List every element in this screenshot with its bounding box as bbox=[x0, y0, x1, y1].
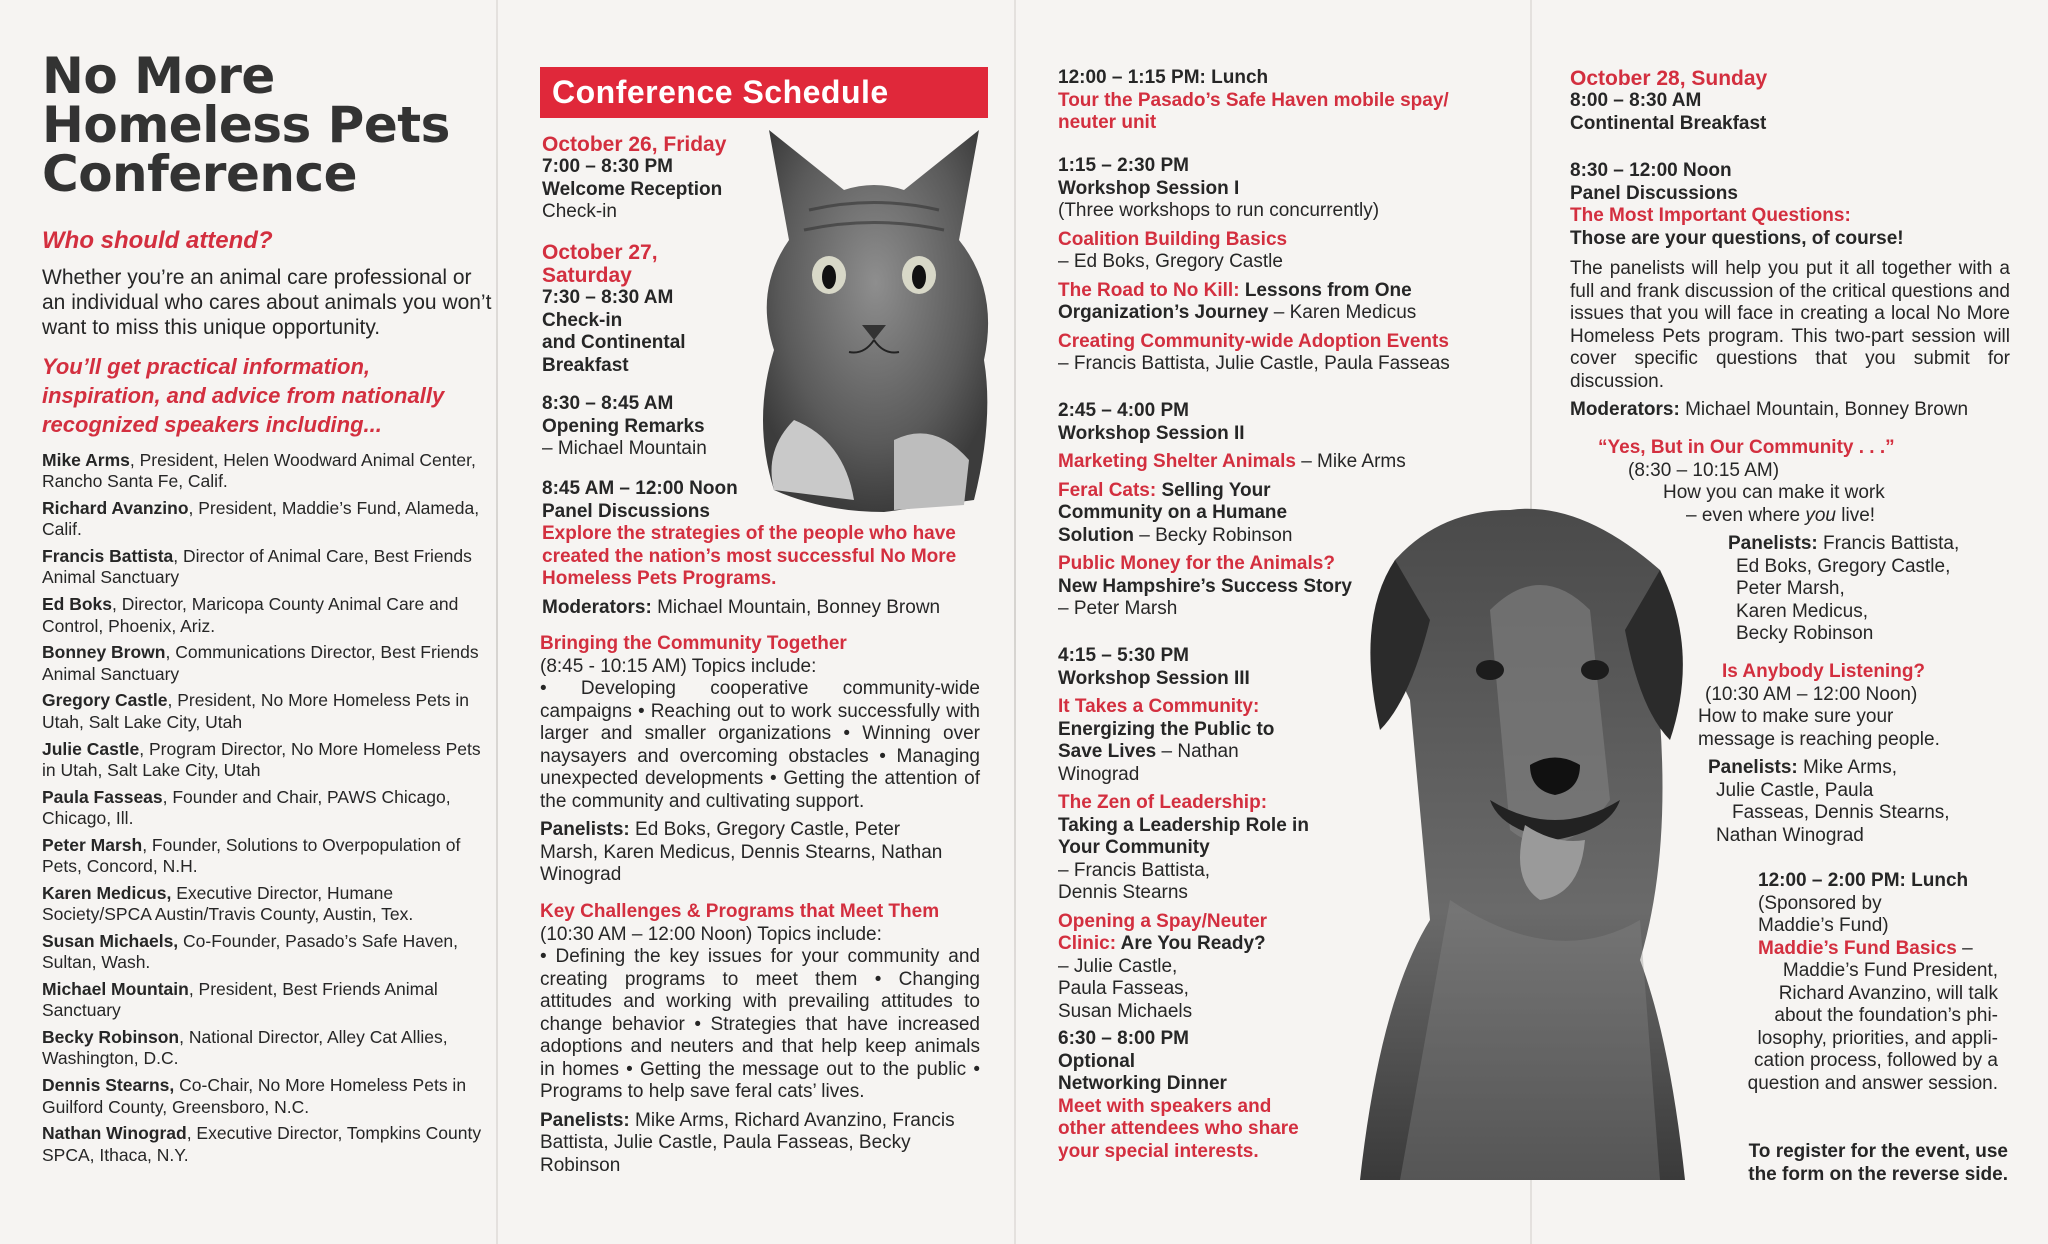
title-line: No More bbox=[42, 47, 275, 105]
workshop-title: Creating Community-wide Adoption Events bbox=[1058, 330, 1449, 352]
session-time: (10:30 AM – 12:00 Noon) bbox=[1705, 683, 1918, 705]
session-title: Is Anybody Listening? bbox=[1722, 661, 1926, 682]
speaker-item: Bonney Brown, Communications Director, Best Friends Animal Sanctuary bbox=[42, 642, 479, 684]
panelists: Panelists: Francis Battista, Ed Boks, Gregory Castle, Peter Marsh, Karen Medicus, Becky Robinson bbox=[1728, 533, 1960, 644]
event-title: Check-in bbox=[542, 309, 623, 331]
presenter: – Julie Castle, Paula Fasseas, Susan Michaels bbox=[1058, 955, 1193, 1022]
moderators: Moderators: Michael Mountain, Bonney Brown bbox=[1570, 399, 1969, 420]
speaker-item: Paula Fasseas, Founder and Chair, PAWS Chicago, Chicago, Ill. bbox=[42, 786, 451, 828]
speaker-item: Francis Battista, Director of Animal Care, Best Friends Animal Sanctuary bbox=[42, 546, 472, 588]
intro-text: Whether you’re an animal care professional or an individual who cares about animals you won’t want to miss this unique opportunity. bbox=[42, 266, 492, 339]
fold-line bbox=[1014, 0, 1016, 1244]
workshop-subtitle: New Hampshire’s Success Story bbox=[1058, 575, 1352, 597]
session-description: Maddie’s Fund President, Richard Avanzino, will talk about the foundation’s phi- losophy, priorities, and appli- cation process, followed by a question and answer session. bbox=[1747, 960, 1998, 1094]
workshop-subtitle: Taking a Leadership Role in Your Community bbox=[1058, 814, 1309, 858]
title-line: Conference bbox=[42, 145, 358, 203]
session-title: Workshop Session II bbox=[1058, 422, 1245, 444]
session-time: (10:30 AM – 12:00 Noon) Topics include: bbox=[540, 923, 882, 945]
friday-block bbox=[542, 133, 726, 224]
event-title: Panel Discussions bbox=[542, 500, 710, 522]
saturday-block bbox=[542, 241, 686, 377]
time: 8:45 AM – 12:00 Noon bbox=[542, 478, 738, 499]
time: 12:00 – 1:15 PM: Lunch bbox=[1058, 67, 1269, 88]
event-title: Optional bbox=[1058, 1050, 1136, 1072]
speaker-item: Nathan Winograd, Executive Director, Tompkins County SPCA, Ithaca, N.Y. bbox=[42, 1123, 482, 1165]
schedule-banner: Conference Schedule bbox=[540, 67, 988, 118]
workshop-session-1 bbox=[1058, 155, 1508, 376]
time: 7:30 – 8:30 AM bbox=[542, 287, 674, 308]
speaker-list bbox=[42, 450, 492, 1171]
event-title: Continental Breakfast bbox=[1570, 112, 1767, 134]
panel-discussions-block bbox=[542, 478, 982, 619]
panelists: Panelists: Mike Arms, Julie Castle, Paula Fasseas, Dennis Stearns, Nathan Winograd bbox=[1708, 757, 1950, 846]
session-title: Bringing the Community Together bbox=[540, 633, 847, 654]
time: 2:45 – 4:00 PM bbox=[1058, 400, 1189, 421]
title-line: Homeless Pets bbox=[42, 96, 450, 154]
speaker-item: Michael Mountain, President, Best Friends Animal Sanctuary bbox=[42, 979, 438, 1021]
speaker-item: Richard Avanzino, President, Maddie’s Fund, Alameda, Calif. bbox=[42, 498, 480, 540]
sunday-lunch-block bbox=[1747, 870, 2018, 1095]
time: 12:00 – 2:00 PM: Lunch bbox=[1758, 870, 1969, 891]
event-description: Tour the Pasado’s Safe Haven mobile spay/ neuter unit bbox=[1058, 89, 1449, 133]
speaker-item: Ed Boks, Director, Maricopa County Animal Care and Control, Phoenix, Ariz. bbox=[42, 594, 459, 636]
speaker-item: Becky Robinson, National Director, Alley Cat Allies, Washington, D.C. bbox=[42, 1027, 448, 1069]
presenter: – Francis Battista, Dennis Stearns bbox=[1058, 859, 1211, 903]
speaker-item: Julie Castle, Program Director, No More Homeless Pets in Utah, Salt Lake City, Utah bbox=[42, 738, 481, 780]
who-heading: Who should attend? bbox=[42, 227, 273, 254]
session-time: (8:30 – 10:15 AM) bbox=[1628, 459, 1780, 481]
cat-photo bbox=[734, 120, 1004, 516]
conference-title bbox=[42, 47, 450, 203]
speaker-item: Mike Arms, President, Helen Woodward Animal Center, Rancho Santa Fe, Calif. bbox=[42, 450, 476, 492]
session-description: How to make sure your bbox=[1698, 706, 1894, 727]
sunday-date: October 28, Sunday bbox=[1570, 67, 1768, 90]
event-subtitle: The Most Important Questions: bbox=[1570, 205, 1851, 226]
registration-note: To register for the event, use the form on the reverse side. bbox=[1748, 1141, 2008, 1185]
time: 7:00 – 8:30 PM bbox=[542, 156, 673, 177]
session-note: (Three workshops to run concurrently) bbox=[1058, 200, 1380, 221]
session-title: “Yes, But in Our Community . . .” bbox=[1598, 437, 1895, 458]
event-description: Explore the strategies of the people who have created the nation’s most successful No More Homeless Pets Programs. bbox=[542, 523, 957, 589]
practical-heading: You’ll get practical information, inspiration, and advice from nationally recognized speakers including... bbox=[42, 354, 445, 437]
workshop-item: The Road to No Kill: Lessons from One Organization’s Journey – Karen Medicus bbox=[1058, 279, 1417, 323]
workshop-title: The Zen of Leadership: bbox=[1058, 792, 1268, 813]
workshop-item: Energizing the Public to Save Lives – Nathan Winograd bbox=[1058, 718, 1275, 785]
session-anybody-listening bbox=[1698, 661, 2010, 847]
panelists: Panelists: Mike Arms, Richard Avanzino, Francis Battista, Julie Castle, Paula Fasseas, Becky Robinson bbox=[540, 1109, 955, 1176]
workshop-title: It Takes a Community: bbox=[1058, 696, 1260, 717]
presenter: – Ed Boks, Gregory Castle bbox=[1058, 251, 1283, 272]
fold-line bbox=[496, 0, 498, 1244]
sponsor-note: Maddie’s Fund) bbox=[1758, 915, 1889, 936]
session-title: Maddie’s Fund Basics – bbox=[1758, 937, 1973, 959]
speaker-item: Peter Marsh, Founder, Solutions to Overpopulation of Pets, Concord, N.H. bbox=[42, 834, 461, 877]
session-title: Workshop Session III bbox=[1058, 667, 1250, 689]
opening-block bbox=[542, 393, 707, 461]
time: 8:00 – 8:30 AM bbox=[1570, 90, 1702, 111]
time: 4:15 – 5:30 PM bbox=[1058, 645, 1189, 666]
workshop-item: Opening a Spay/Neuter Clinic: Are You Ready? bbox=[1058, 910, 1268, 954]
event-title: and Continental bbox=[542, 332, 686, 353]
event-title: Panel Discussions bbox=[1570, 182, 1738, 204]
event-description: The panelists will help you put it all together with a full and frank discussion of the critical questions and issues that you will face in creating a local No More Homeless Pets program. This two-part session will cover specific questions that you submit for discussion. bbox=[1570, 258, 2010, 392]
sunday-panel-block bbox=[1570, 160, 2010, 422]
session-time: (8:45 - 10:15 AM) Topics include: bbox=[540, 655, 817, 677]
time: 1:15 – 2:30 PM bbox=[1058, 155, 1189, 176]
presenter: – Michael Mountain bbox=[542, 438, 707, 459]
speaker-item: Karen Medicus, Executive Director, Humane Society/SPCA Austin/Travis County, Austin, Tex. bbox=[42, 882, 414, 925]
session-title: Workshop Session I bbox=[1058, 177, 1240, 199]
event-title: Check-in bbox=[542, 201, 617, 222]
workshop-item: Feral Cats: Selling Your Community on a Humane Solution – Becky Robinson bbox=[1058, 479, 1293, 546]
event-subtitle: Those are your questions, of course! bbox=[1570, 227, 1904, 249]
time: 8:30 – 8:45 AM bbox=[542, 393, 674, 414]
speaker-item: Susan Michaels, Co-Founder, Pasado’s Safe Haven, Sultan, Wash. bbox=[42, 930, 459, 973]
event-title: Breakfast bbox=[542, 354, 629, 376]
event-description: Meet with speakers and other attendees who share your special interests. bbox=[1058, 1095, 1299, 1162]
workshop-title: Public Money for the Animals? bbox=[1058, 553, 1335, 574]
dinner-block bbox=[1058, 1028, 1308, 1163]
session-description: How you can make it work bbox=[1663, 482, 1885, 503]
workshop-title: Coalition Building Basics bbox=[1058, 228, 1288, 250]
workshop-item: Marketing Shelter Animals – Mike Arms bbox=[1058, 451, 1406, 472]
session-bringing-community bbox=[540, 633, 980, 887]
friday-date: October 26, Friday bbox=[542, 133, 727, 156]
moderators: Moderators: Michael Mountain, Bonney Brown bbox=[542, 596, 941, 618]
session-topics: • Developing cooperative community-wide campaigns • Reaching out to work successfully with larger and smaller organizations • Winning over naysayers and overcoming obstacles • Managing unexpected developments • Getting the attention of the community and cultivating support. bbox=[540, 678, 980, 812]
panelists: Panelists: Ed Boks, Gregory Castle, Peter Marsh, Karen Medicus, Dennis Stearns, Nathan Winograd bbox=[540, 819, 943, 885]
session-title: Key Challenges & Programs that Meet Them bbox=[540, 901, 940, 922]
saturday-date: Saturday bbox=[542, 264, 632, 287]
event-title: Opening Remarks bbox=[542, 415, 705, 437]
presenter: – Peter Marsh bbox=[1058, 598, 1178, 619]
saturday-date: October 27, bbox=[542, 241, 658, 264]
event-title: Welcome Reception bbox=[542, 178, 723, 200]
sponsor-note: (Sponsored by bbox=[1758, 892, 1882, 914]
time: 6:30 – 8:00 PM bbox=[1058, 1028, 1189, 1049]
session-description: message is reaching people. bbox=[1698, 728, 1940, 750]
session-yes-but bbox=[1598, 437, 1960, 646]
session-description: – even where you live! bbox=[1686, 504, 1876, 526]
time: 8:30 – 12:00 Noon bbox=[1570, 160, 1732, 181]
presenter: – Francis Battista, Julie Castle, Paula Fasseas bbox=[1058, 353, 1450, 374]
speaker-item: Gregory Castle, President, No More Homeless Pets in Utah, Salt Lake City, Utah bbox=[42, 690, 469, 732]
speaker-item: Dennis Stearns, Co-Chair, No More Homeless Pets in Guilford County, Greensboro, N.C. bbox=[42, 1075, 467, 1117]
lunch-block bbox=[1058, 67, 1508, 135]
session-key-challenges bbox=[540, 901, 980, 1177]
event-title: Networking Dinner bbox=[1058, 1073, 1227, 1094]
sunday-block bbox=[1570, 67, 2010, 135]
session-topics: • Defining the key issues for your community and creating programs to meet them • Changing attitudes and working with prevailing attitudes to change behavior • Strategies that have increased adoptions and neuters and that help keep animals in homes • Getting the message out to the public • Programs to help save feral cats’ lives. bbox=[540, 946, 980, 1102]
